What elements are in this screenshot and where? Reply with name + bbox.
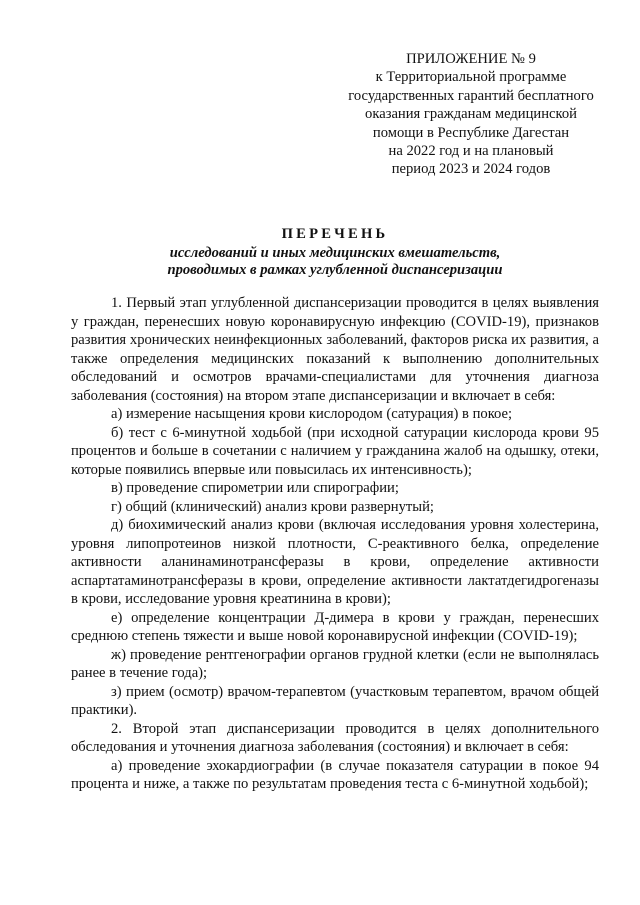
list-item: а) измерение насыщения крови кислородом (сатурация) в покое;	[111, 406, 513, 422]
list-item: б) тест с 6-минутной ходьбой (при исходной сатурации кислорода крови 95 процентов и больше в сочетании с наличием у гражданина жалоб на одышку, отеки, которые появились впервые или повысилась их интенсивность);	[71, 424, 599, 478]
document-title: ПЕРЕЧЕНЬ	[281, 226, 389, 242]
document-subtitle-line: проводимых в рамках углубленной диспансеризации	[167, 262, 503, 279]
paragraph-stage-1: 1. Первый этап углубленной диспансеризации проводится в целях выявления у граждан, перенесших новую коронавирусную инфекцию (COVID-19), признаков развития хронических неинфекционных заболеваний, факторов риска их развития, а также определения медицинских показаний к выполнению дополнительных обследований и осмотров врачами-специалистами для уточнения диагноза заболевания (состояния) на втором этапе диспансеризации и включает в себя:	[71, 295, 599, 404]
list-item: а) проведение эхокардиографии (в случае показателя сатурации в покое 94 процента и ниже, а также по результатам проведения теста с 6-минутной ходьбой);	[71, 757, 599, 792]
appendix-line: оказания гражданам медицинской	[365, 106, 577, 123]
appendix-title: ПРИЛОЖЕНИЕ № 9	[406, 51, 536, 67]
appendix-line: на 2022 год и на плановый	[388, 143, 554, 160]
list-item: д) биохимический анализ крови (включая исследования уровня холестерина, уровня липопротеинов низкой плотности, С-реактивного белка, определение активности аланинаминотрансферазы в крови, определение активности аспартатаминотрансферазы в крови, определение активности лактатдегидрогеназы в крови, исследование уровня креатинина в крови);	[71, 517, 599, 607]
appendix-line: к Территориальной программе	[375, 69, 567, 86]
appendix-line: период 2023 и 2024 годов	[391, 161, 551, 178]
list-item: е) определение концентрации Д-димера в крови у граждан, перенесших среднюю степень тяжести и выше новой коронавирусной инфекции (COVID-19);	[71, 609, 599, 644]
document-subtitle-line: исследований и иных медицинских вмешательств,	[169, 244, 501, 261]
list-item: в) проведение спирометрии или спирографии;	[111, 480, 399, 496]
appendix-line: помощи в Республике Дагестан	[372, 124, 570, 141]
list-item: г) общий (клинический) анализ крови развернутый;	[111, 498, 434, 515]
list-item: ж) проведение рентгенографии органов грудной клетки (если не выполнялась ранее в течение года);	[71, 646, 599, 681]
paragraph-stage-2: 2. Второй этап диспансеризации проводится в целях дополнительного обследования и уточнения диагноза заболевания (состояния) и включает в себя:	[71, 720, 599, 755]
document-body	[71, 294, 599, 794]
list-item: з) прием (осмотр) врачом-терапевтом (участковым терапевтом, врачом общей практики).	[71, 683, 599, 718]
appendix-header	[340, 50, 602, 179]
document-heading	[70, 226, 600, 280]
appendix-line: государственных гарантий бесплатного	[348, 87, 594, 104]
